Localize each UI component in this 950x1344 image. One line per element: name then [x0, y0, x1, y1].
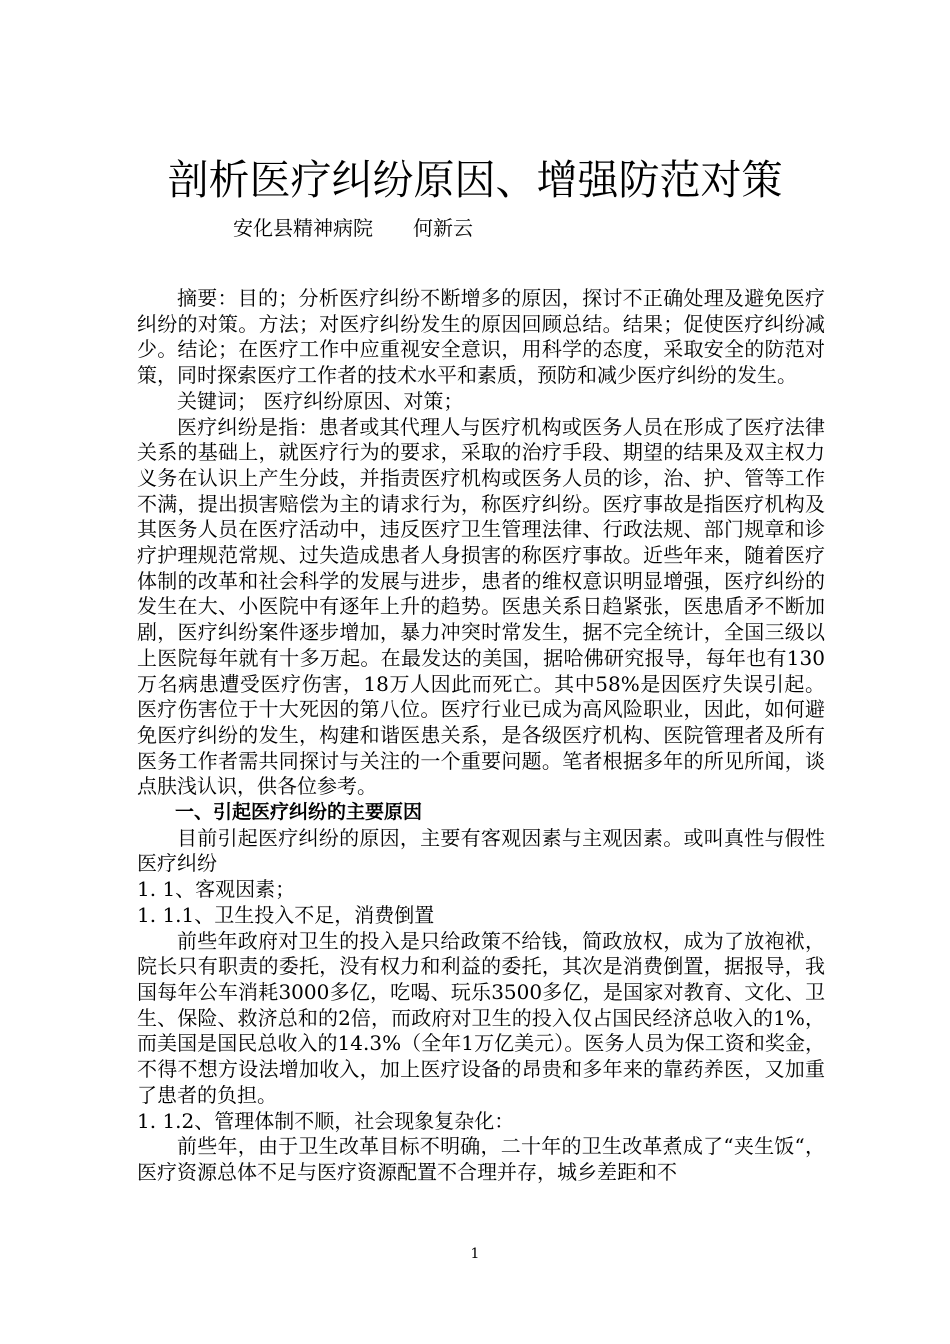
keywords-paragraph: 关键词； 医疗纠纷原因、对策；	[177, 388, 464, 413]
page-number: 1	[470, 1246, 480, 1262]
abstract-paragraph: 摘要：目的；分析医疗纠纷不断增多的原因，探讨不正确处理及避免医疗纠纷的对策。方法；对医疗纠纷发生的原因回顾总结。结果；促使医疗纠纷减少。结论；在医疗工作中应重视安全意识，用科学的态度，采取安全的防范对策，同时探索医疗工作者的技术水平和素质，预防和减少医疗纠纷的发生。	[137, 286, 825, 388]
body-paragraph: 前些年，由于卫生改革目标不明确，二十年的卫生改革煮成了“夹生饭“，医疗资源总体不足与医疗资源配置不合理并存，城乡差距和不	[137, 1134, 825, 1184]
subsection-heading: 1. 1、客观因素；	[137, 877, 296, 902]
subsection-heading: 1. 1.1、卫生投入不足，消费倒置	[137, 902, 435, 927]
definition-paragraph: 医疗纠纷是指：患者或其代理人与医疗机构或医务人员在形成了医疗法律关系的基础上，就医疗行为的要求，采取的治疗手段、期望的结果及双主权力义务在认识上产生分歧，并指责医疗机构或医务人员的诊，治、护、管等工作不满，提出损害赔偿为主的请求行为，称医疗纠纷。医疗事故是指医疗机构及其医务人员在医疗活动中，违反医疗卫生管理法律、行政法规、部门规章和诊疗护理规范常规、过失造成患者人身损害的称医疗事故。近些年来，随着医疗体制的改革和社会科学的发展与进步，患者的维权意识明显增强，医疗纠纷的发生在大、小医院中有逐年上升的趋势。医患关系日趋紧张，医患盾矛不断加剧，医疗纠纷案件逐步增加，暴力冲突时常发生，据不完全统计，全国三级以上医院每年就有十多万起。在最发达的美国，据哈佛研究报导，每年也有130万名病患遭受医疗伤害，18万人因此而死亡。其中58%是因医疗失误引起。医疗伤害位于十大死因的第八位。医疗行业已成为高风险职业，因此，如何避免医疗纠纷的发生，构建和谐医患关系，是各级医疗机构、医院管理者及所有医务工作者需共同探讨与关注的一个重要问题。笔者根据多年的所见所闻，谈点肤浅认识，供各位参考。	[137, 414, 825, 799]
document-body	[137, 286, 825, 1186]
body-paragraph: 目前引起医疗纠纷的原因，主要有客观因素与主观因素。或叫真性与假性医疗纠纷	[137, 825, 825, 876]
body-paragraph: 前些年政府对卫生的投入是只给政策不给钱，简政放权，成为了放袍袱，院长只有职责的委托，没有权力和利益的委托，其次是消费倒置，据报导，我国每年公车消耗3000多亿，吃喝、玩乐3500多亿，是国家对教育、文化、卫生、保险、救济总和的2倍，而政府对卫生的投入仅占国民经济总收入的1%，而美国是国民总收入的14.3%（全年1万亿美元）。医务人员为保工资和奖金，不得不想方设法增加收入，加上医疗设备的昂贵和多年来的靠药养医，又加重了患者的负担。	[137, 928, 825, 1107]
subsection-heading: 1. 1.2、管理体制不顺，社会现象复杂化：	[137, 1108, 515, 1133]
author-byline: 安化县精神病院 何新云	[233, 216, 473, 240]
section-heading: 一、引起医疗纠纷的主要原因	[175, 801, 423, 824]
document-title: 剖析医疗纠纷原因、增强防范对策	[167, 156, 783, 204]
